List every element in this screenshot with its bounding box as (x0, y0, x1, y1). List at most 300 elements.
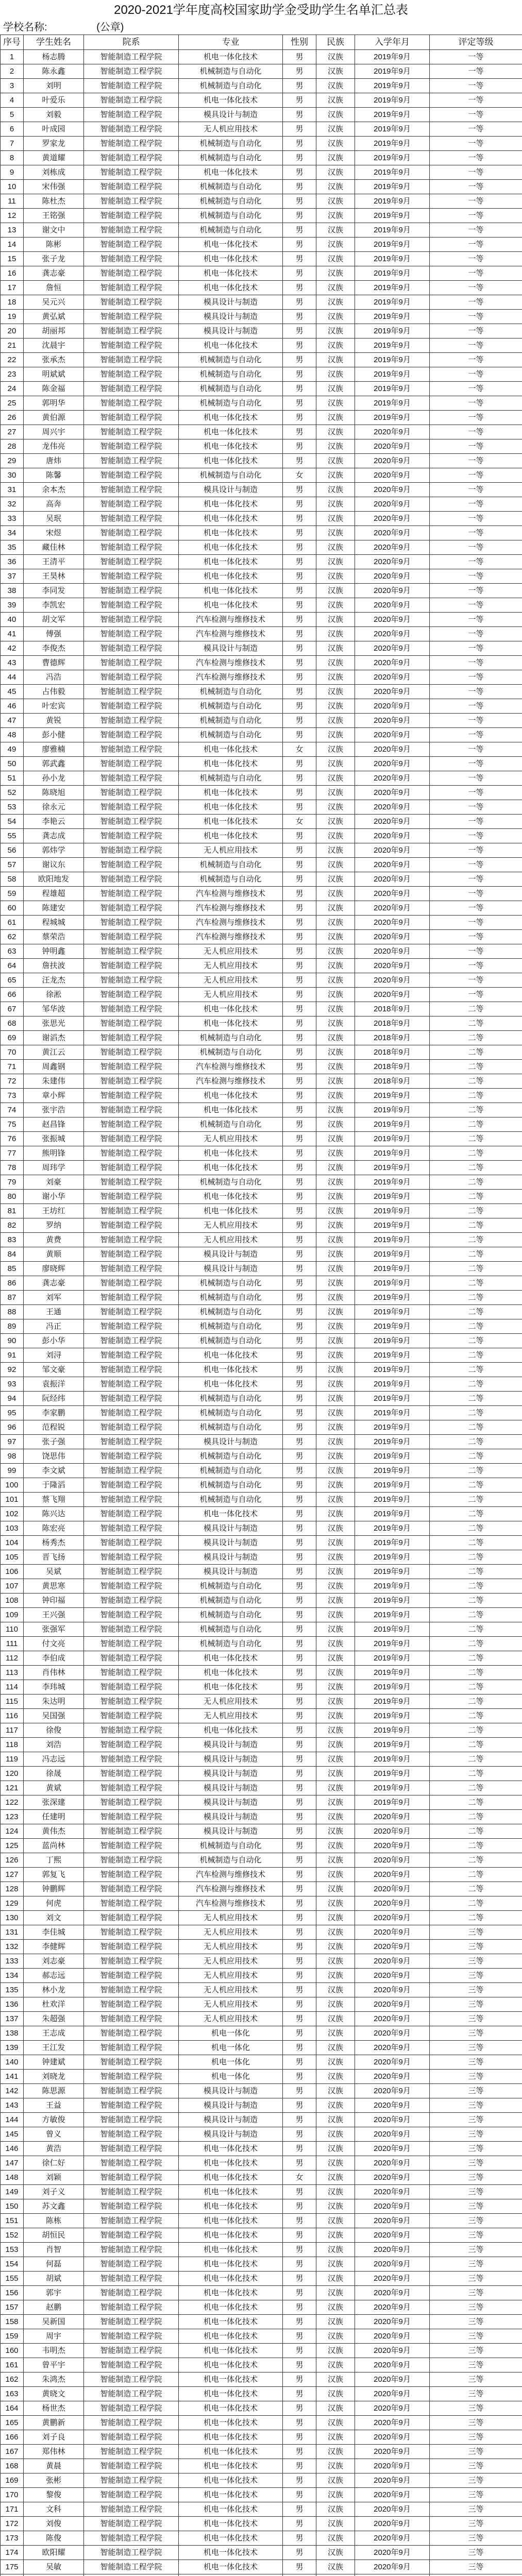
cell-name: 朱建伟 (24, 1074, 84, 1089)
cell-name: 方敏俊 (24, 2113, 84, 2127)
cell-index: 164 (1, 2401, 24, 2416)
cell-enrollment: 2020年9月 (355, 468, 430, 483)
cell-grade: 一等 (430, 50, 522, 64)
cell-index: 53 (1, 800, 24, 815)
cell-index: 23 (1, 367, 24, 382)
cell-gender: 男 (283, 223, 316, 238)
cell-gender: 男 (283, 1521, 316, 1536)
cell-index: 39 (1, 598, 24, 613)
cell-index: 60 (1, 901, 24, 916)
table-row (1, 1521, 522, 1536)
cell-ethnicity: 汉族 (316, 815, 355, 829)
cell-name: 廖雅楠 (24, 742, 84, 757)
cell-name: 任建明 (24, 1810, 84, 1824)
cell-ethnicity: 汉族 (316, 685, 355, 699)
cell-enrollment: 2020年9月 (355, 1824, 430, 1839)
cell-department: 智能制造工程学院 (84, 1319, 179, 1334)
cell-grade: 三等 (430, 2070, 522, 2084)
cell-gender: 男 (283, 613, 316, 627)
cell-department: 智能制造工程学院 (84, 2473, 179, 2488)
cell-name: 张子龙 (24, 252, 84, 266)
cell-gender: 男 (283, 526, 316, 540)
cell-department: 智能制造工程学院 (84, 281, 179, 295)
cell-gender: 男 (283, 2344, 316, 2358)
cell-gender: 男 (283, 1824, 316, 1839)
cell-department: 智能制造工程学院 (84, 829, 179, 843)
cell-enrollment: 2020年9月 (355, 2041, 430, 2055)
cell-department: 智能制造工程学院 (84, 425, 179, 439)
cell-department: 智能制造工程学院 (84, 613, 179, 627)
cell-ethnicity: 汉族 (316, 396, 355, 411)
cell-gender: 男 (283, 367, 316, 382)
cell-ethnicity: 汉族 (316, 1449, 355, 1464)
cell-gender: 男 (283, 1305, 316, 1319)
cell-ethnicity: 汉族 (316, 454, 355, 468)
cell-gender: 男 (283, 1190, 316, 1204)
cell-enrollment: 2018年9月 (355, 1060, 430, 1074)
cell-major: 机电一体化技术 (179, 2329, 283, 2344)
cell-name: 傅强 (24, 627, 84, 641)
cell-department: 智能制造工程学院 (84, 1117, 179, 1132)
cell-index: 106 (1, 1565, 24, 1579)
cell-name: 黄晨 (24, 2459, 84, 2473)
cell-name: 陈兴达 (24, 1507, 84, 1521)
cell-department: 智能制造工程学院 (84, 627, 179, 641)
cell-ethnicity: 汉族 (316, 310, 355, 324)
cell-ethnicity: 汉族 (316, 1406, 355, 1420)
cell-index: 32 (1, 497, 24, 512)
table-row (1, 2084, 522, 2098)
cell-index: 118 (1, 1738, 24, 1752)
table-row (1, 1478, 522, 1493)
cell-enrollment: 2019年9月 (355, 1449, 430, 1464)
cell-enrollment: 2019年9月 (355, 50, 430, 64)
cell-ethnicity (316, 2574, 355, 2576)
cell-major: 机电一体化技术 (179, 2401, 283, 2416)
cell-name: 彭小健 (24, 728, 84, 742)
cell-enrollment: 2019年9月 (355, 151, 430, 165)
cell-index: 175 (1, 2560, 24, 2574)
cell-ethnicity: 汉族 (316, 1175, 355, 1190)
cell-gender: 男 (283, 64, 316, 79)
cell-enrollment: 2020年9月 (355, 2372, 430, 2387)
cell-gender: 男 (283, 973, 316, 988)
cell-gender: 男 (283, 555, 316, 569)
table-row (1, 555, 522, 569)
cell-enrollment: 2019年9月 (355, 1738, 430, 1752)
table-row (1, 252, 522, 266)
cell-major: 机电一体化技术 (179, 1377, 283, 1392)
cell-index: 132 (1, 1940, 24, 1954)
cell-department: 智能制造工程学院 (84, 1074, 179, 1089)
cell-enrollment: 2020年9月 (355, 2286, 430, 2300)
cell-department: 智能制造工程学院 (84, 1550, 179, 1565)
table-row (1, 1002, 522, 1016)
cell-index: 19 (1, 310, 24, 324)
cell-major: 机械制造与自动化 (179, 714, 283, 728)
cell-department: 智能制造工程学院 (84, 338, 179, 353)
cell-grade: 二等 (430, 1420, 522, 1435)
cell-enrollment: 2019年9月 (355, 1493, 430, 1507)
cell-major: 机电一体化技术 (179, 540, 283, 555)
cell-gender: 男 (283, 1997, 316, 2012)
table-row (1, 93, 522, 108)
cell-name: 王铭强 (24, 209, 84, 223)
cell-name: 赵鹏 (24, 2300, 84, 2315)
cell-enrollment: 2019年9月 (355, 64, 430, 79)
cell-name: 黄浩 (24, 2142, 84, 2156)
cell-enrollment: 2020年9月 (355, 685, 430, 699)
cell-index: 142 (1, 2084, 24, 2098)
cell-gender: 男 (283, 2127, 316, 2142)
cell-name: 叶成园 (24, 122, 84, 137)
cell-enrollment: 2020年9月 (355, 584, 430, 598)
cell-major: 无人机应用技术 (179, 1218, 283, 1233)
cell-major (179, 2574, 283, 2576)
cell-index: 127 (1, 1868, 24, 1882)
cell-grade: 三等 (430, 2459, 522, 2473)
cell-enrollment: 2020年9月 (355, 2300, 430, 2315)
cell-major: 机械制造与自动化 (179, 79, 283, 93)
cell-enrollment: 2020年9月 (355, 1868, 430, 1882)
cell-ethnicity: 汉族 (316, 209, 355, 223)
cell-gender: 男 (283, 685, 316, 699)
cell-name: 刘晓龙 (24, 2070, 84, 2084)
cell-grade: 二等 (430, 1348, 522, 1363)
cell-name: 黄鹏新 (24, 2416, 84, 2430)
table-row (1, 1392, 522, 1406)
cell-major: 模具设计与制造 (179, 1247, 283, 1262)
cell-major: 机电一体化技术 (179, 2546, 283, 2560)
cell-department: 智能制造工程学院 (84, 1536, 179, 1550)
cell-ethnicity: 汉族 (316, 281, 355, 295)
cell-index: 71 (1, 1060, 24, 1074)
cell-enrollment: 2020年9月 (355, 2329, 430, 2344)
cell-index: 104 (1, 1536, 24, 1550)
cell-grade: 一等 (430, 180, 522, 194)
cell-gender: 男 (283, 209, 316, 223)
cell-index: 86 (1, 1276, 24, 1291)
table-row (1, 2171, 522, 2185)
cell-department: 智能制造工程学院 (84, 2171, 179, 2185)
cell-name: 张子强 (24, 1435, 84, 1449)
cell-grade: 二等 (430, 1218, 522, 1233)
cell-major: 无人机应用技术 (179, 843, 283, 858)
cell-department: 智能制造工程学院 (84, 1853, 179, 1868)
cell-name: 王昊林 (24, 569, 84, 584)
table-row (1, 2113, 522, 2127)
cell-ethnicity: 汉族 (316, 1204, 355, 1218)
cell-name: 冯正 (24, 1319, 84, 1334)
cell-major: 无人机应用技术 (179, 1997, 283, 2012)
cell-major: 无人机应用技术 (179, 1925, 283, 1940)
cell-enrollment: 2019年9月 (355, 108, 430, 122)
cell-department: 智能制造工程学院 (84, 396, 179, 411)
cell-gender: 男 (283, 1319, 316, 1334)
cell-ethnicity: 汉族 (316, 2315, 355, 2329)
cell-index: 78 (1, 1161, 24, 1175)
cell-grade: 一等 (430, 252, 522, 266)
cell-department: 智能制造工程学院 (84, 1983, 179, 1997)
cell-gender: 男 (283, 93, 316, 108)
cell-enrollment: 2020年9月 (355, 512, 430, 526)
cell-gender: 男 (283, 2372, 316, 2387)
cell-enrollment: 2020年9月 (355, 973, 430, 988)
cell-grade: 二等 (430, 1723, 522, 1738)
cell-index: 80 (1, 1190, 24, 1204)
cell-gender: 男 (283, 2300, 316, 2315)
cell-grade: 三等 (430, 2012, 522, 2026)
cell-major: 汽车检测与维修技术 (179, 1896, 283, 1911)
cell-ethnicity: 汉族 (316, 1925, 355, 1940)
cell-grade: 一等 (430, 613, 522, 627)
cell-ethnicity: 汉族 (316, 1896, 355, 1911)
cell-index: 84 (1, 1247, 24, 1262)
cell-gender: 男 (283, 1377, 316, 1392)
cell-department: 智能制造工程学院 (84, 1334, 179, 1348)
cell-department: 智能制造工程学院 (84, 468, 179, 483)
cell-grade: 三等 (430, 1969, 522, 1983)
cell-name: 王清平 (24, 555, 84, 569)
cell-major: 无人机应用技术 (179, 1709, 283, 1723)
cell-index: 87 (1, 1291, 24, 1305)
table-row (1, 396, 522, 411)
cell-major: 机械制造与自动化 (179, 1291, 283, 1305)
cell-major: 无人机应用技术 (179, 1983, 283, 1997)
table-row (1, 1622, 522, 1637)
cell-index: 130 (1, 1911, 24, 1925)
cell-major: 机电一体化技术 (179, 569, 283, 584)
cell-ethnicity: 汉族 (316, 1233, 355, 1247)
cell-name: 郭明华 (24, 396, 84, 411)
cell-department: 智能制造工程学院 (84, 122, 179, 137)
cell-gender: 男 (283, 2257, 316, 2272)
cell-enrollment: 2019年9月 (355, 1694, 430, 1709)
cell-enrollment: 2019年9月 (355, 1132, 430, 1146)
cell-gender: 男 (283, 1016, 316, 1031)
table-row (1, 1204, 522, 1218)
cell-grade: 三等 (430, 2243, 522, 2257)
cell-department: 智能制造工程学院 (84, 2185, 179, 2199)
cell-major: 汽车检测与维修技术 (179, 901, 283, 916)
cell-major: 模具设计与制造 (179, 1550, 283, 1565)
cell-enrollment: 2020年9月 (355, 598, 430, 613)
cell-major: 机械制造与自动化 (179, 180, 283, 194)
cell-gender: 男 (283, 714, 316, 728)
cell-grade: 一等 (430, 396, 522, 411)
cell-index: 81 (1, 1204, 24, 1218)
cell-index: 123 (1, 1810, 24, 1824)
cell-index: 112 (1, 1651, 24, 1666)
cell-ethnicity: 汉族 (316, 1291, 355, 1305)
cell-department: 智能制造工程学院 (84, 2199, 179, 2214)
cell-enrollment: 2020年9月 (355, 2257, 430, 2272)
cell-name: 郑伟林 (24, 2445, 84, 2459)
cell-grade: 二等 (430, 1146, 522, 1161)
cell-name: 周鑫钢 (24, 1060, 84, 1074)
cell-major: 模具设计与制造 (179, 1738, 283, 1752)
cell-index: 171 (1, 2502, 24, 2517)
cell-ethnicity: 汉族 (316, 223, 355, 238)
table-row (1, 916, 522, 930)
cell-ethnicity: 汉族 (316, 670, 355, 685)
cell-name: 郭炜学 (24, 843, 84, 858)
cell-ethnicity: 汉族 (316, 1738, 355, 1752)
cell-name: 宋煜 (24, 526, 84, 540)
cell-ethnicity: 汉族 (316, 771, 355, 786)
cell-grade: 三等 (430, 2531, 522, 2546)
cell-name: 吴斌 (24, 1565, 84, 1579)
cell-gender: 男 (283, 266, 316, 281)
cell-name: 王通 (24, 1305, 84, 1319)
cell-gender: 男 (283, 1002, 316, 1016)
cell-gender: 男 (283, 2546, 316, 2560)
cell-index: 100 (1, 1478, 24, 1493)
cell-index: 119 (1, 1752, 24, 1767)
table-row (1, 2127, 522, 2142)
cell-major: 模具设计与制造 (179, 310, 283, 324)
cell-index: 168 (1, 2459, 24, 2473)
cell-gender: 男 (283, 2430, 316, 2445)
table-row (1, 1363, 522, 1377)
cell-department: 智能制造工程学院 (84, 1882, 179, 1896)
cell-ethnicity: 汉族 (316, 295, 355, 310)
cell-gender: 男 (283, 2358, 316, 2372)
cell-name: 徐仁好 (24, 2156, 84, 2171)
cell-ethnicity: 汉族 (316, 2372, 355, 2387)
cell-index: 63 (1, 944, 24, 959)
cell-ethnicity: 汉族 (316, 1954, 355, 1969)
cell-major: 无人机应用技术 (179, 122, 283, 137)
cell-major: 无人机应用技术 (179, 1694, 283, 1709)
cell-department: 智能制造工程学院 (84, 1406, 179, 1420)
cell-enrollment: 2018年9月 (355, 1045, 430, 1060)
cell-name: 刘毅 (24, 108, 84, 122)
table-row (1, 1536, 522, 1550)
cell-enrollment: 2020年9月 (355, 771, 430, 786)
cell-major: 机电一体化技术 (179, 1651, 283, 1666)
cell-name: 汪龙杰 (24, 973, 84, 988)
cell-major: 机电一体化技术 (179, 266, 283, 281)
cell-name: 刘豪 (24, 1175, 84, 1190)
table-row (1, 165, 522, 180)
cell-index: 146 (1, 2142, 24, 2156)
cell-grade: 二等 (430, 1752, 522, 1767)
cell-enrollment: 2020年9月 (355, 2531, 430, 2546)
cell-ethnicity: 汉族 (316, 1146, 355, 1161)
cell-grade: 二等 (430, 1319, 522, 1334)
cell-gender: 男 (283, 1348, 316, 1363)
cell-ethnicity: 汉族 (316, 2560, 355, 2574)
cell-department: 智能制造工程学院 (84, 1464, 179, 1478)
cell-department: 智能制造工程学院 (84, 1969, 179, 1983)
cell-ethnicity: 汉族 (316, 266, 355, 281)
table-row (1, 757, 522, 771)
cell-index: 122 (1, 1795, 24, 1810)
cell-ethnicity: 汉族 (316, 151, 355, 165)
table-row (1, 367, 522, 382)
cell-name: 胡丽邦 (24, 324, 84, 338)
cell-gender: 女 (283, 468, 316, 483)
cell-name: 刘栋成 (24, 165, 84, 180)
cell-enrollment: 2020年9月 (355, 2560, 430, 2574)
cell-department: 智能制造工程学院 (84, 786, 179, 800)
cell-enrollment: 2020年9月 (355, 613, 430, 627)
table-row (1, 627, 522, 641)
cell-name: 陈彬 (24, 238, 84, 252)
cell-department: 智能制造工程学院 (84, 2243, 179, 2257)
cell-grade: 一等 (430, 367, 522, 382)
cell-gender: 男 (283, 1810, 316, 1824)
cell-department: 智能制造工程学院 (84, 656, 179, 670)
cell-index: 48 (1, 728, 24, 742)
cell-index: 163 (1, 2387, 24, 2401)
cell-gender: 男 (283, 569, 316, 584)
cell-index: 22 (1, 353, 24, 367)
cell-name: 章小辉 (24, 1089, 84, 1103)
cell-name: 胡恒民 (24, 2228, 84, 2243)
cell-gender: 男 (283, 2070, 316, 2084)
cell-grade: 三等 (430, 2098, 522, 2113)
page-title: 2020-2021学年度高校国家助学金受助学生名单汇总表 (114, 3, 408, 17)
table-row (1, 1420, 522, 1435)
cell-enrollment: 2019年9月 (355, 295, 430, 310)
cell-grade: 一等 (430, 901, 522, 916)
cell-major: 模具设计与制造 (179, 1824, 283, 1839)
cell-name: 杨秀杰 (24, 1536, 84, 1550)
cell-gender: 男 (283, 165, 316, 180)
cell-ethnicity: 汉族 (316, 1002, 355, 1016)
cell-gender: 男 (283, 2199, 316, 2214)
cell-gender: 男 (283, 1392, 316, 1406)
cell-enrollment: 2020年9月 (355, 2430, 430, 2445)
cell-ethnicity: 汉族 (316, 1680, 355, 1694)
cell-gender: 男 (283, 1738, 316, 1752)
cell-name: 钟建斌 (24, 2055, 84, 2070)
cell-enrollment: 2020年9月 (355, 728, 430, 742)
cell-ethnicity: 汉族 (316, 2041, 355, 2055)
table-row (1, 238, 522, 252)
table-row (1, 1594, 522, 1608)
cell-department: 智能制造工程学院 (84, 1896, 179, 1911)
cell-department: 智能制造工程学院 (84, 310, 179, 324)
cell-ethnicity: 汉族 (316, 1435, 355, 1449)
cell-ethnicity: 汉族 (316, 1218, 355, 1233)
cell-major: 汽车检测与维修技术 (179, 613, 283, 627)
cell-department: 智能制造工程学院 (84, 252, 179, 266)
cell-index: 69 (1, 1031, 24, 1045)
cell-department: 智能制造工程学院 (84, 1637, 179, 1651)
cell-major: 汽车检测与维修技术 (179, 627, 283, 641)
cell-grade: 三等 (430, 2084, 522, 2098)
cell-major: 机电一体化技术 (179, 2243, 283, 2257)
cell-name: 徐淞 (24, 988, 84, 1002)
cell-department: 智能制造工程学院 (84, 1565, 179, 1579)
cell-department: 智能制造工程学院 (84, 973, 179, 988)
cell-index: 3 (1, 79, 24, 93)
cell-grade: 三等 (430, 2142, 522, 2156)
table-body (1, 50, 522, 2576)
cell-ethnicity: 汉族 (316, 1363, 355, 1377)
cell-name: 唐炜 (24, 454, 84, 468)
cell-department: 智能制造工程学院 (84, 1204, 179, 1218)
table-row (1, 1305, 522, 1319)
cell-index: 147 (1, 2156, 24, 2171)
cell-major: 机械制造与自动化 (179, 353, 283, 367)
cell-name: 刘俊 (24, 2517, 84, 2531)
cell-ethnicity: 汉族 (316, 2156, 355, 2171)
cell-grade: 三等 (430, 2344, 522, 2358)
